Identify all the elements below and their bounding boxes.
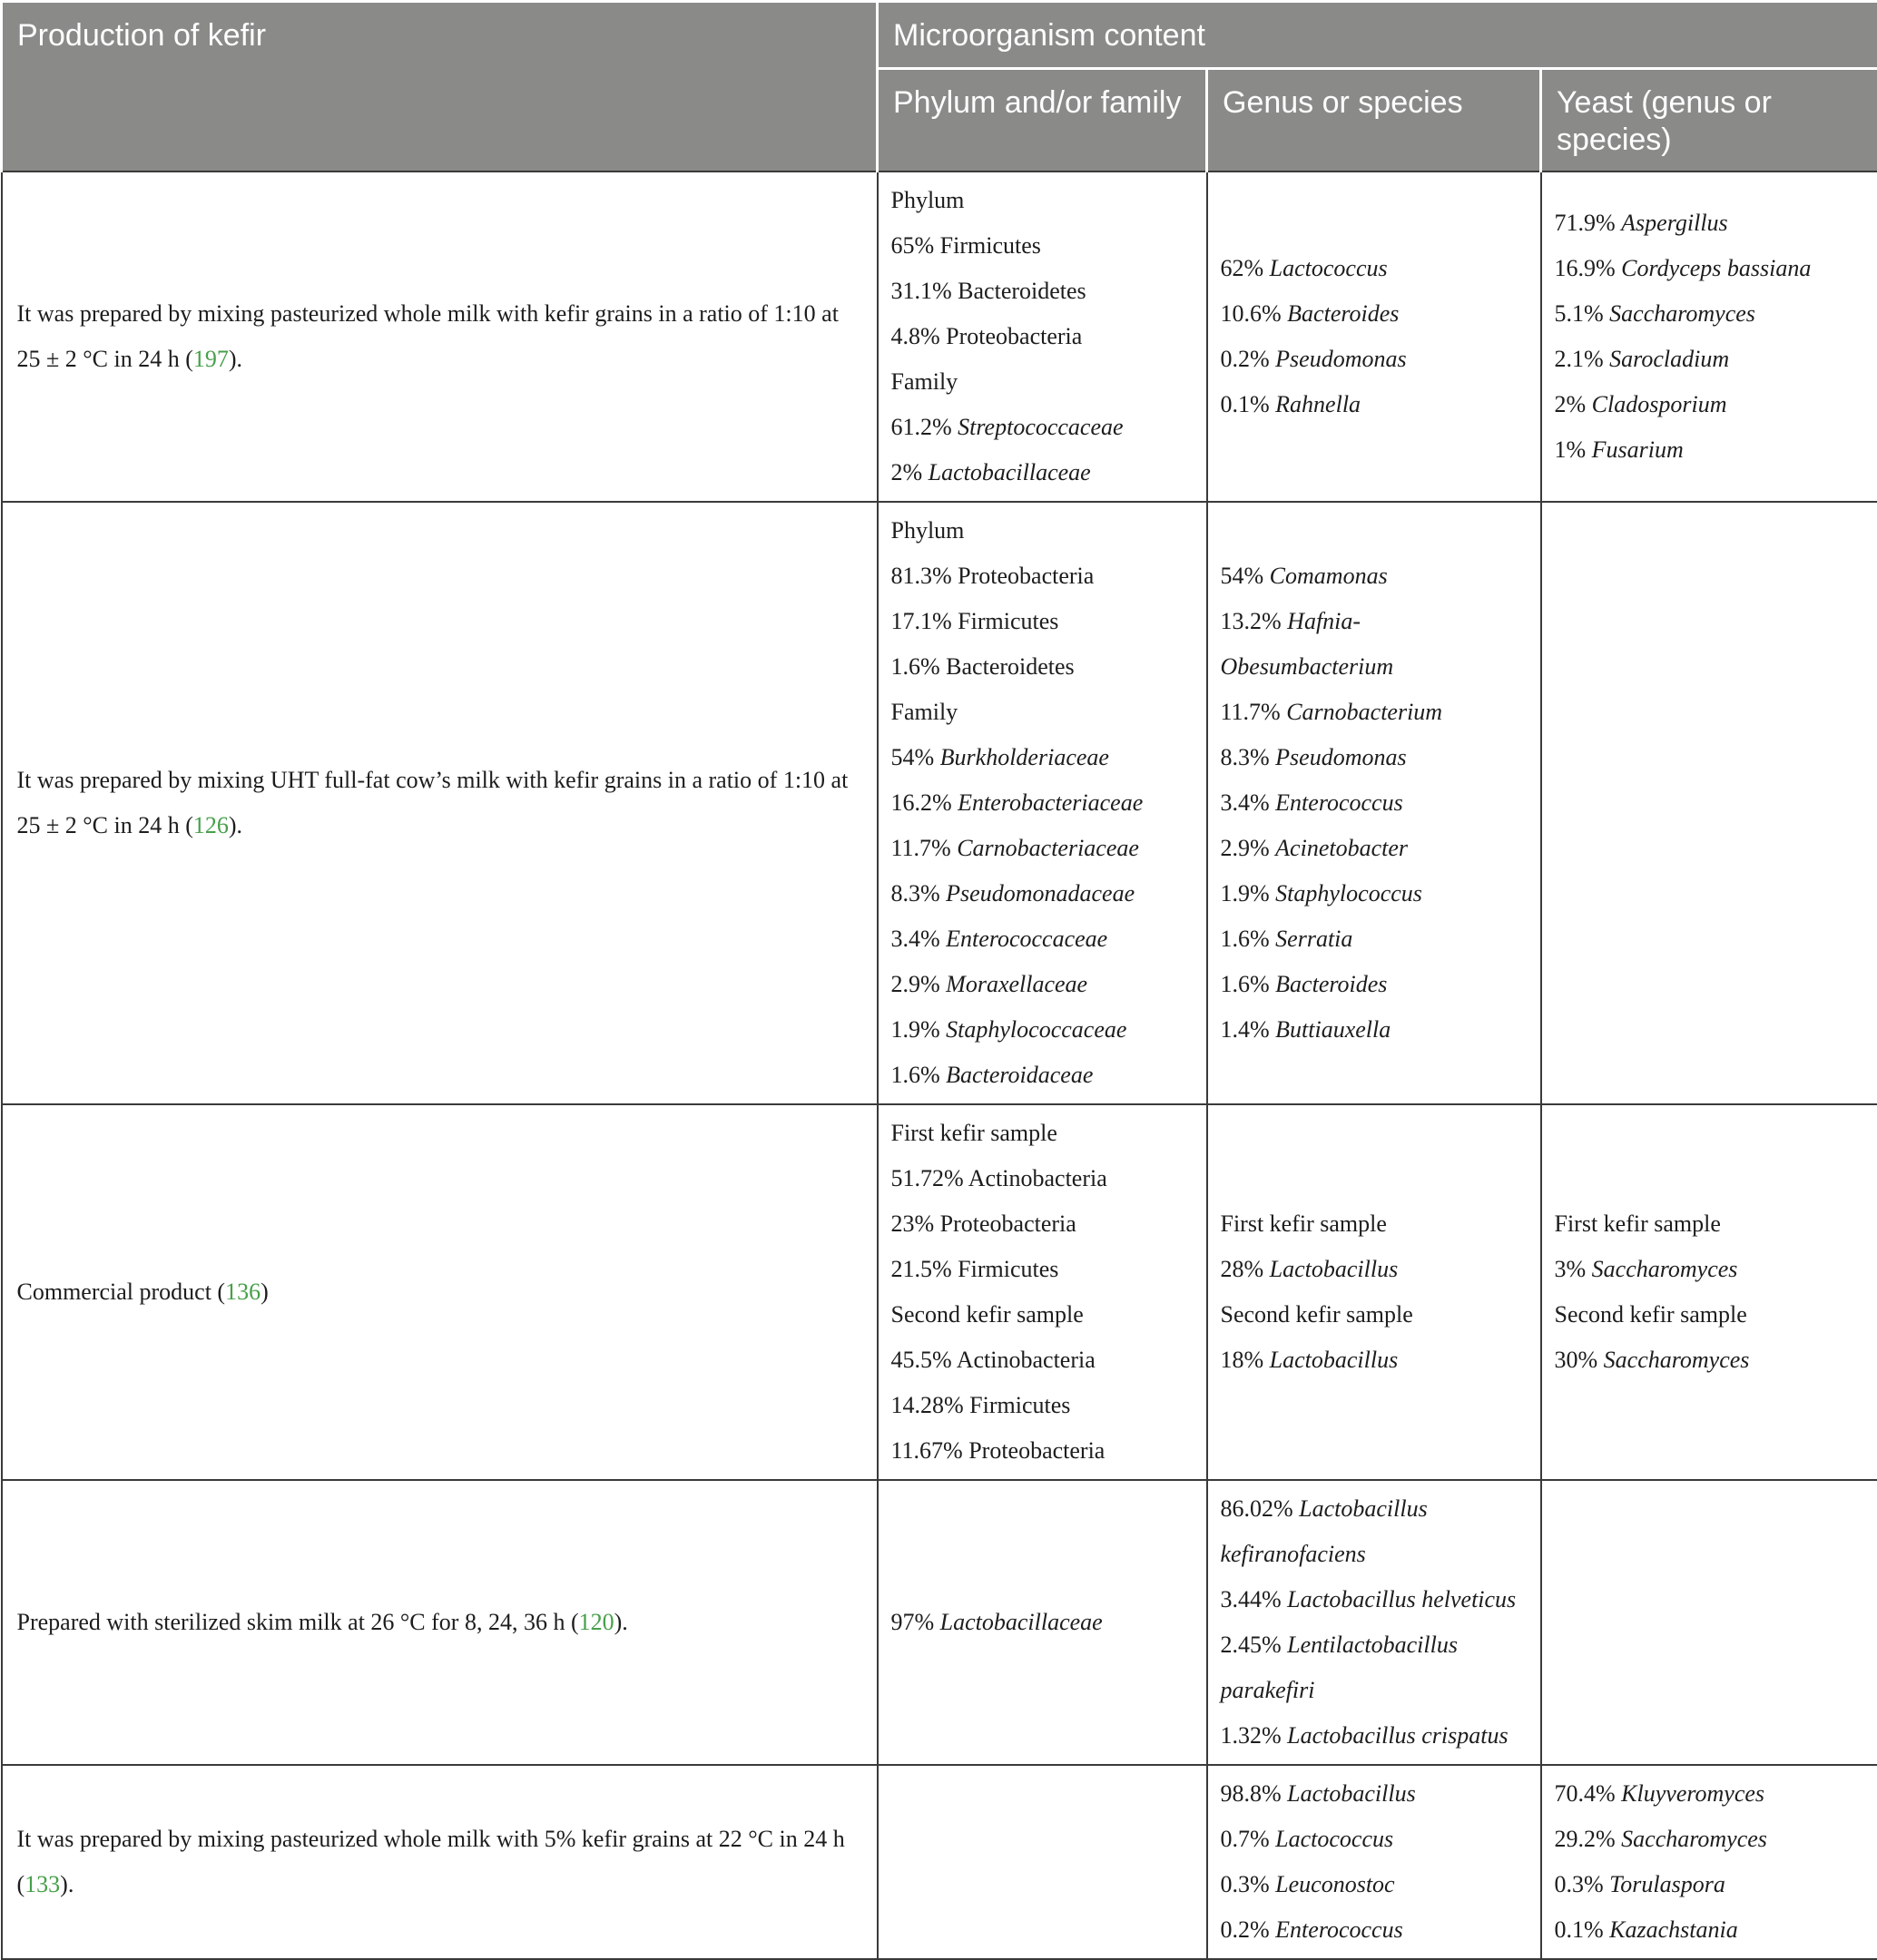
group-label: First kefir sample: [1221, 1201, 1528, 1247]
group-label: Second kefir sample: [1221, 1292, 1528, 1338]
taxon-line: [891, 916, 1194, 962]
taxon-name: Enterococcaceae: [946, 926, 1107, 952]
header-genus-or-species: Genus or species: [1207, 69, 1541, 172]
taxon-percentage: 3.44%: [1221, 1586, 1288, 1612]
taxon-name: Bacteroides: [1287, 300, 1399, 327]
header-phylum-and-or-family: Phylum and/or family: [878, 69, 1207, 172]
taxon-name: Lactobacillus kefiranofaciens: [1221, 1495, 1428, 1567]
taxon-name: Bacteroides: [1275, 971, 1387, 997]
taxon-percentage: 29.2%: [1555, 1826, 1622, 1852]
taxon-line: [891, 1007, 1194, 1053]
taxon-line: [1555, 201, 1865, 246]
taxon-name: Lactobacillus: [1270, 1256, 1399, 1282]
production-text: It was prepared by mixing pasteurized whole milk with kefir grains in a ratio of 1:10 at 25 ± 2 °C in 24 h (: [17, 300, 839, 372]
yeast-cell: [1541, 172, 1877, 502]
taxon-line: [1555, 1771, 1865, 1817]
group-label: Second kefir sample: [1555, 1292, 1865, 1338]
taxon-line: [1555, 1817, 1865, 1862]
taxon-percentage: 31.1%: [891, 278, 958, 304]
production-text-after: ).: [229, 346, 242, 372]
taxon-name: Streptococcaceae: [958, 414, 1123, 440]
taxon-line: [891, 780, 1194, 826]
taxon-percentage: 2.9%: [1221, 835, 1276, 861]
group-label: First kefir sample: [1555, 1201, 1865, 1247]
taxon-name: Enterococcus: [1275, 789, 1403, 816]
taxon-line: [891, 450, 1194, 495]
taxon-name: Proteobacteria: [968, 1437, 1105, 1464]
table-row: [2, 502, 1877, 1104]
taxon-name: Moraxellaceae: [946, 971, 1087, 997]
taxon-name: Comamonas: [1270, 563, 1388, 589]
taxon-percentage: 14.28%: [891, 1392, 970, 1418]
citation-link[interactable]: 120: [579, 1609, 614, 1635]
taxon-percentage: 1.9%: [891, 1016, 947, 1043]
taxon-line: [1555, 427, 1865, 473]
yeast-cell: [1541, 1480, 1877, 1765]
taxon-name: Proteobacteria: [946, 323, 1082, 349]
taxon-line: [1221, 246, 1528, 291]
taxon-percentage: 18%: [1221, 1347, 1270, 1373]
taxon-line: [1555, 1247, 1865, 1292]
taxon-percentage: 10.6%: [1221, 300, 1288, 327]
taxon-percentage: 16.9%: [1555, 255, 1622, 281]
taxon-line: [891, 1247, 1194, 1292]
taxon-percentage: 3.4%: [891, 926, 947, 952]
taxon-percentage: 0.3%: [1221, 1871, 1276, 1897]
taxon-line: [1221, 735, 1528, 780]
group-label: Second kefir sample: [891, 1292, 1194, 1338]
taxon-percentage: 0.1%: [1221, 391, 1276, 417]
taxon-name: Enterococcus: [1275, 1916, 1403, 1943]
production-text: Prepared with sterilized skim milk at 26 °C for 8, 24, 36 h (: [17, 1609, 579, 1635]
taxon-name: Lactococcus: [1270, 255, 1388, 281]
taxon-name: Lactobacillus: [1270, 1347, 1399, 1373]
taxon-line: [1221, 1247, 1528, 1292]
taxon-percentage: 1.9%: [1221, 880, 1276, 906]
taxon-name: Lactobacillaceae: [940, 1609, 1103, 1635]
taxon-line: [1221, 599, 1528, 690]
taxon-name: Actinobacteria: [957, 1347, 1096, 1373]
taxon-percentage: 2.9%: [891, 971, 947, 997]
taxon-name: Saccharomyces: [1604, 1347, 1750, 1373]
taxon-line: [891, 871, 1194, 916]
taxon-percentage: 28%: [1221, 1256, 1270, 1282]
taxon-line: [1221, 780, 1528, 826]
group-label: Phylum: [891, 178, 1194, 223]
taxon-percentage: 0.1%: [1555, 1916, 1610, 1943]
production-cell: [2, 502, 878, 1104]
taxon-line: [1221, 1862, 1528, 1907]
taxon-line: [1221, 1622, 1528, 1713]
taxon-percentage: 2%: [1555, 391, 1592, 417]
taxon-name: Firmicutes: [969, 1392, 1070, 1418]
taxon-percentage: 1.4%: [1221, 1016, 1276, 1043]
taxon-percentage: 45.5%: [891, 1347, 957, 1373]
taxon-line: [1555, 1338, 1865, 1383]
yeast-cell: [1541, 1765, 1877, 1959]
taxon-percentage: 62%: [1221, 255, 1270, 281]
group-label: Phylum: [891, 508, 1194, 554]
taxon-line: [891, 1338, 1194, 1383]
taxon-name: Acinetobacter: [1275, 835, 1408, 861]
taxon-name: Actinobacteria: [968, 1165, 1107, 1191]
genus-species-cell: [1207, 1104, 1541, 1480]
taxon-name: Lactobacillus helveticus: [1287, 1586, 1516, 1612]
taxon-line: [891, 1383, 1194, 1428]
taxon-percentage: 98.8%: [1221, 1780, 1288, 1807]
taxon-name: Bacteroidetes: [958, 278, 1086, 304]
taxon-percentage: 11.7%: [891, 835, 958, 861]
production-text: It was prepared by mixing pasteurized whole milk with 5% kefir grains at 22 °C in 24 h (: [17, 1826, 845, 1897]
taxon-line: [891, 599, 1194, 644]
taxon-percentage: 0.2%: [1221, 346, 1276, 372]
taxon-percentage: 3.4%: [1221, 789, 1276, 816]
taxon-line: [891, 962, 1194, 1007]
taxon-line: [1221, 337, 1528, 382]
taxon-name: Firmicutes: [940, 232, 1041, 259]
production-text-after: ).: [614, 1609, 628, 1635]
production-text-after: ).: [60, 1871, 74, 1897]
group-label: First kefir sample: [891, 1111, 1194, 1156]
taxon-name: Lactobacillus crispatus: [1287, 1722, 1508, 1749]
taxon-name: Torulaspora: [1609, 1871, 1725, 1897]
taxon-line: [1221, 382, 1528, 427]
taxon-percentage: 51.72%: [891, 1165, 968, 1191]
taxon-line: [891, 1156, 1194, 1201]
taxon-name: Proteobacteria: [940, 1210, 1076, 1237]
production-cell: [2, 1480, 878, 1765]
header-microorganism-content: Microorganism content: [878, 2, 1877, 69]
taxon-line: [891, 1600, 1194, 1645]
group-label: Family: [891, 359, 1194, 405]
taxon-line: [891, 1428, 1194, 1474]
taxon-line: [1221, 554, 1528, 599]
taxon-name: Serratia: [1275, 926, 1352, 952]
phylum-family-cell: [878, 502, 1207, 1104]
taxon-percentage: 61.2%: [891, 414, 958, 440]
phylum-family-cell: [878, 1104, 1207, 1480]
taxon-line: [1555, 246, 1865, 291]
taxon-percentage: 8.3%: [1221, 744, 1276, 770]
taxon-percentage: 1.32%: [1221, 1722, 1288, 1749]
taxon-percentage: 5.1%: [1555, 300, 1610, 327]
header-yeast-genus-or-species: Yeast (genus or species): [1541, 69, 1877, 172]
taxon-percentage: 1.6%: [1221, 971, 1276, 997]
taxon-line: [1221, 1771, 1528, 1817]
taxon-name: Sarocladium: [1609, 346, 1729, 372]
taxon-line: [1221, 1817, 1528, 1862]
taxon-line: [1221, 916, 1528, 962]
taxon-name: Buttiauxella: [1275, 1016, 1391, 1043]
phylum-family-cell: [878, 1480, 1207, 1765]
taxon-name: Saccharomyces: [1592, 1256, 1738, 1282]
genus-species-cell: [1207, 502, 1541, 1104]
taxon-percentage: 54%: [891, 744, 940, 770]
taxon-line: [1555, 337, 1865, 382]
taxon-line: [1221, 871, 1528, 916]
taxon-name: Firmicutes: [958, 608, 1058, 634]
taxon-line: [1555, 291, 1865, 337]
taxon-name: Pseudomonadaceae: [946, 880, 1135, 906]
group-label: Family: [891, 690, 1194, 735]
taxon-name: Pseudomonas: [1275, 346, 1406, 372]
production-text-after: ).: [229, 812, 242, 838]
taxon-line: [891, 269, 1194, 314]
taxon-name: Saccharomyces: [1609, 300, 1755, 327]
taxon-percentage: 86.02%: [1221, 1495, 1300, 1522]
taxon-line: [1221, 962, 1528, 1007]
production-text-after: ): [260, 1279, 269, 1305]
taxon-line: [1221, 1486, 1528, 1577]
taxon-percentage: 65%: [891, 232, 940, 259]
taxon-percentage: 1%: [1555, 436, 1592, 463]
taxon-percentage: 97%: [891, 1609, 940, 1635]
taxon-line: [891, 644, 1194, 690]
citation-link[interactable]: 136: [225, 1279, 260, 1305]
taxon-name: Hafnia-Obesumbacterium: [1221, 608, 1394, 680]
taxon-line: [891, 1053, 1194, 1098]
taxon-line: [1555, 382, 1865, 427]
taxon-line: [1221, 291, 1528, 337]
production-cell: [2, 172, 878, 502]
taxon-name: Fusarium: [1592, 436, 1684, 463]
taxon-name: Pseudomonas: [1275, 744, 1406, 770]
taxon-line: [891, 735, 1194, 780]
taxon-line: [1555, 1862, 1865, 1907]
taxon-percentage: 2.45%: [1221, 1632, 1288, 1658]
taxon-percentage: 71.9%: [1555, 210, 1622, 236]
phylum-family-cell: [878, 1765, 1207, 1959]
citation-link[interactable]: 133: [25, 1871, 60, 1897]
taxon-name: Kluyveromyces: [1621, 1780, 1764, 1807]
table-row: [2, 1104, 1877, 1480]
phylum-family-cell: [878, 172, 1207, 502]
taxon-line: [1555, 1907, 1865, 1953]
taxon-name: Lentilactobacillus parakefiri: [1221, 1632, 1458, 1703]
taxon-name: Leuconostoc: [1275, 1871, 1394, 1897]
taxon-name: Kazachstania: [1609, 1916, 1738, 1943]
citation-link[interactable]: 197: [193, 346, 229, 372]
taxon-line: [1221, 1713, 1528, 1759]
taxon-percentage: 1.6%: [891, 653, 947, 680]
taxon-name: Lactococcus: [1275, 1826, 1393, 1852]
taxon-line: [891, 223, 1194, 269]
taxon-name: Bacteroidaceae: [946, 1062, 1093, 1088]
production-text: Commercial product (: [17, 1279, 226, 1305]
header-production-of-kefir: Production of kefir: [2, 2, 878, 172]
taxon-percentage: 70.4%: [1555, 1780, 1622, 1807]
table-row: [2, 172, 1877, 502]
table-row: [2, 1765, 1877, 1959]
taxon-percentage: 1.6%: [1221, 926, 1276, 952]
taxon-name: Saccharomyces: [1621, 1826, 1767, 1852]
taxon-name: Staphylococcus: [1275, 880, 1422, 906]
taxon-percentage: 0.2%: [1221, 1916, 1276, 1943]
production-cell: [2, 1104, 878, 1480]
genus-species-cell: [1207, 1480, 1541, 1765]
taxon-percentage: 13.2%: [1221, 608, 1288, 634]
taxon-name: Cordyceps bassiana: [1621, 255, 1811, 281]
taxon-name: Lactobacillus: [1287, 1780, 1416, 1807]
taxon-name: Cladosporium: [1592, 391, 1727, 417]
taxon-percentage: 11.7%: [1221, 699, 1287, 725]
taxon-name: Staphylococcaceae: [946, 1016, 1126, 1043]
taxon-line: [891, 1201, 1194, 1247]
taxon-line: [1221, 826, 1528, 871]
taxon-name: Carnobacteriaceae: [957, 835, 1139, 861]
taxon-name: Burkholderiaceae: [940, 744, 1109, 770]
genus-species-cell: [1207, 172, 1541, 502]
taxon-percentage: 54%: [1221, 563, 1270, 589]
citation-link[interactable]: 126: [193, 812, 229, 838]
taxon-line: [891, 554, 1194, 599]
taxon-name: Aspergillus: [1621, 210, 1727, 236]
taxon-line: [1221, 690, 1528, 735]
taxon-name: Proteobacteria: [958, 563, 1094, 589]
taxon-name: Carnobacterium: [1286, 699, 1442, 725]
taxon-percentage: 3%: [1555, 1256, 1592, 1282]
table-header: [2, 2, 1877, 172]
table-row: [2, 1480, 1877, 1765]
taxon-percentage: 11.67%: [891, 1437, 969, 1464]
taxon-percentage: 2%: [891, 459, 929, 485]
genus-species-cell: [1207, 1765, 1541, 1959]
taxon-percentage: 2.1%: [1555, 346, 1610, 372]
taxon-percentage: 1.6%: [891, 1062, 947, 1088]
taxon-percentage: 17.1%: [891, 608, 958, 634]
taxon-percentage: 16.2%: [891, 789, 958, 816]
taxon-line: [891, 826, 1194, 871]
taxon-percentage: 4.8%: [891, 323, 947, 349]
production-text: It was prepared by mixing UHT full-fat cow’s milk with kefir grains in a ratio of 1:10 at 25 ± 2 °C in 24 h (: [17, 767, 849, 838]
taxon-line: [1221, 1577, 1528, 1622]
taxon-line: [1221, 1007, 1528, 1053]
taxon-percentage: 30%: [1555, 1347, 1604, 1373]
table-body: [2, 172, 1877, 1959]
taxon-name: Firmicutes: [958, 1256, 1058, 1282]
taxon-percentage: 23%: [891, 1210, 940, 1237]
taxon-name: Lactobacillaceae: [929, 459, 1091, 485]
taxon-percentage: 0.7%: [1221, 1826, 1276, 1852]
taxon-line: [1221, 1907, 1528, 1953]
production-cell: [2, 1765, 878, 1959]
yeast-cell: [1541, 1104, 1877, 1480]
taxon-name: Enterobacteriaceae: [958, 789, 1143, 816]
taxon-percentage: 0.3%: [1555, 1871, 1610, 1897]
taxon-name: Bacteroidetes: [946, 653, 1075, 680]
taxon-percentage: 8.3%: [891, 880, 947, 906]
taxon-line: [891, 314, 1194, 359]
taxon-line: [1221, 1338, 1528, 1383]
yeast-cell: [1541, 502, 1877, 1104]
taxon-name: Rahnella: [1275, 391, 1361, 417]
taxon-percentage: 21.5%: [891, 1256, 958, 1282]
taxon-line: [891, 405, 1194, 450]
taxon-percentage: 81.3%: [891, 563, 958, 589]
